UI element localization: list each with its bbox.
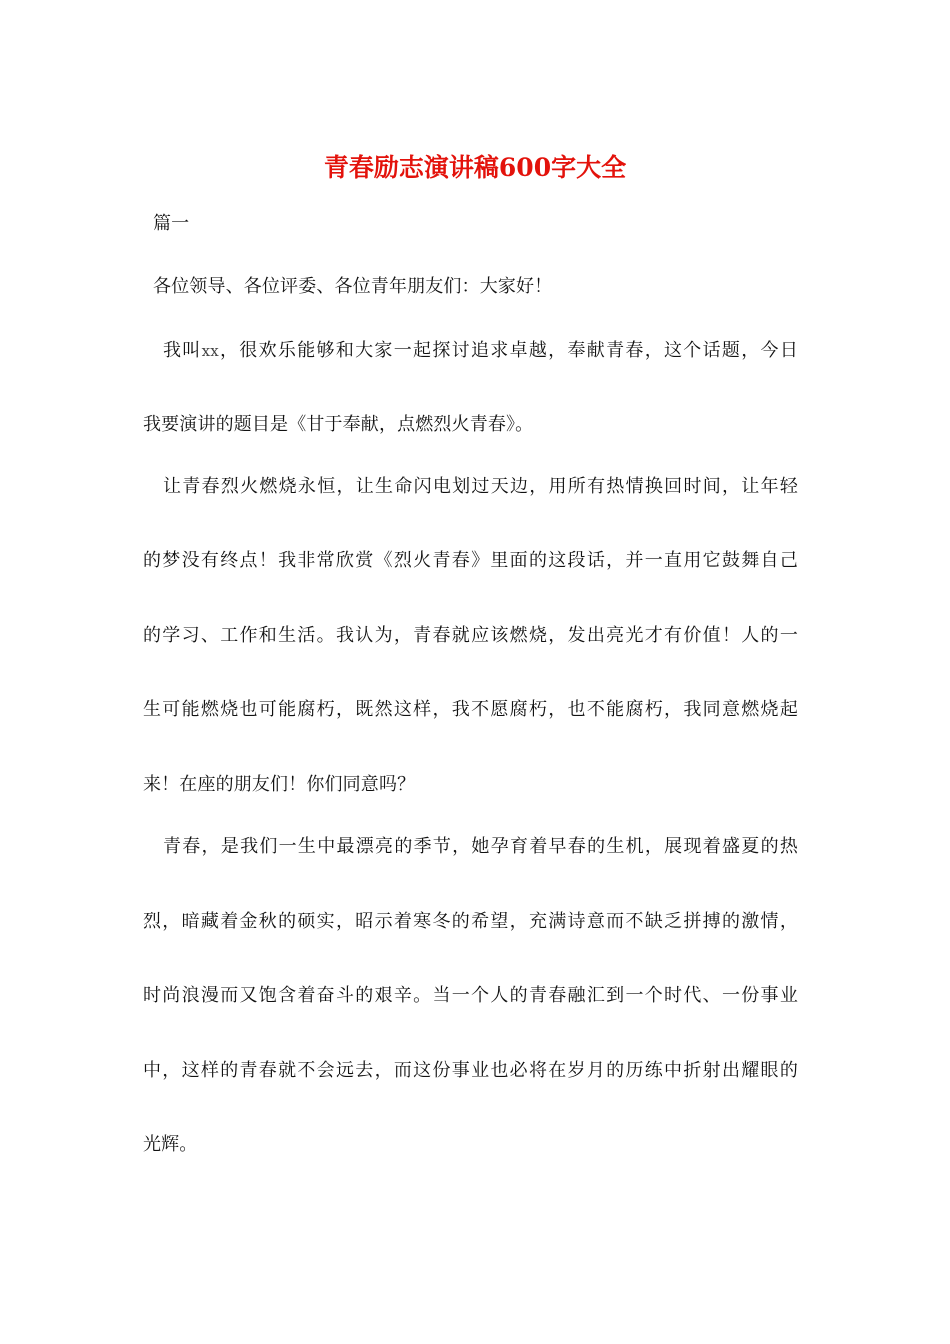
paragraph-1-prefix: 我叫 <box>163 340 202 361</box>
paragraph-2-line-1: 让青春烈火燃烧永恒，让生命闪电划过天边，用所有热情换回时间，让年轻 <box>163 476 798 497</box>
paragraph-1-suffix: ，很欢乐能够和大家一起探讨追求卓越，奉献青春，这个话题，今日 <box>218 340 798 361</box>
paragraph-2-line-4: 生可能燃烧也可能腐朽，既然这样，我不愿腐朽，也不能腐朽，我同意燃烧起 <box>143 699 798 720</box>
paragraph-3-line-1: 青春，是我们一生中最漂亮的季节，她孕育着早春的生机，展现着盛夏的热 <box>163 836 798 857</box>
paragraph-3-line-5: 光辉。 <box>143 1134 198 1155</box>
paragraph-1-line-1 <box>163 338 798 364</box>
paragraph-2-line-3: 的学习、工作和生活。我认为，青春就应该燃烧，发出亮光才有价值！人的一 <box>143 625 798 646</box>
paragraph-1-line-2: 我要演讲的题目是《甘于奉献，点燃烈火青春》。 <box>143 414 534 435</box>
paragraph-3-line-3: 时尚浪漫而又饱含着奋斗的艰辛。当一个人的青春融汇到一个时代、一份事业 <box>143 985 798 1006</box>
paragraph-2-line-5: 来！在座的朋友们！你们同意吗？ <box>143 774 416 795</box>
paragraph-2-line-2: 的梦没有终点！我非常欣赏《烈火青春》里面的这段话，并一直用它鼓舞自己 <box>143 550 798 571</box>
greeting-line: 各位领导、各位评委、各位青年朋友们：大家好！ <box>153 276 553 297</box>
paragraph-3-line-4: 中，这样的青春就不会远去，而这份事业也必将在岁月的历练中折射出耀眼的 <box>143 1060 798 1081</box>
document-title: 青春励志演讲稿600字大全 <box>323 153 627 182</box>
paragraph-3-line-2: 烈，暗藏着金秋的硕实，昭示着寒冬的希望，充满诗意而不缺乏拼搏的激情， <box>143 911 798 932</box>
speaker-name: xx <box>201 342 219 360</box>
section-heading: 篇一 <box>153 213 190 234</box>
